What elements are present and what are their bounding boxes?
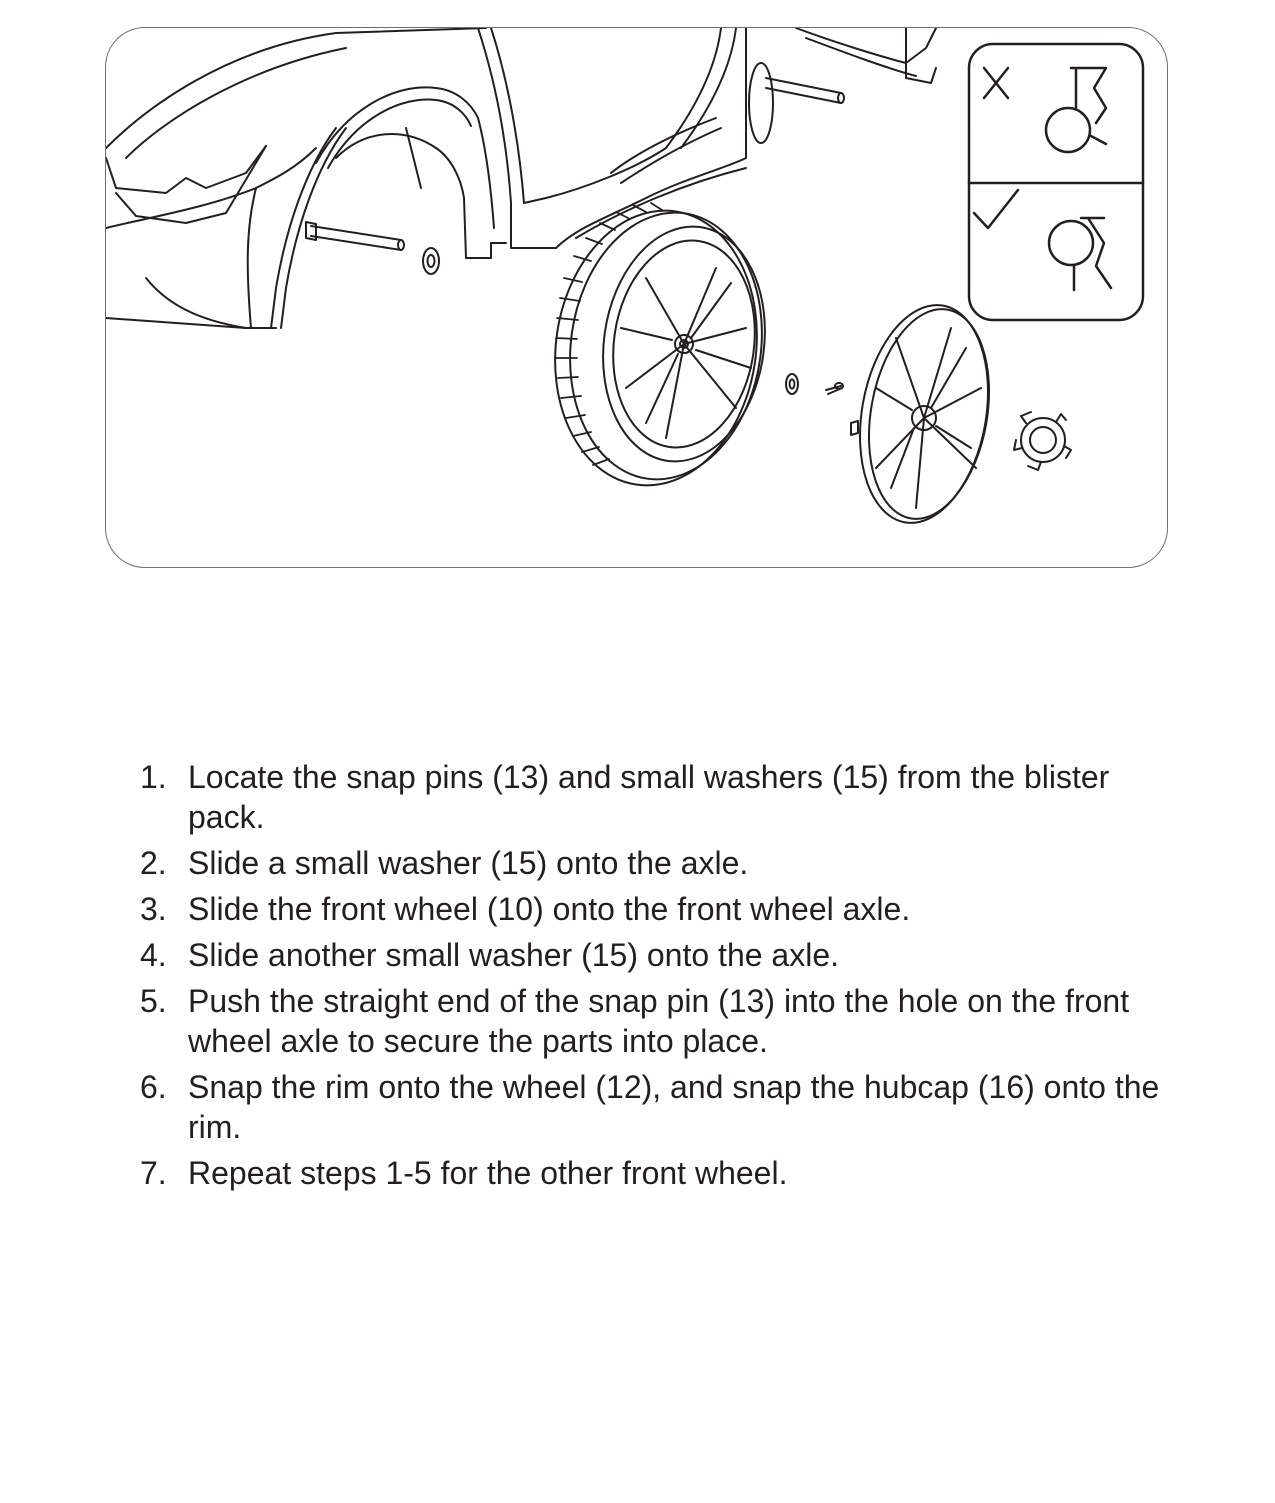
- car-body: [106, 28, 936, 328]
- instruction-step: [140, 843, 1170, 883]
- instruction-step: [140, 757, 1170, 837]
- small-washer-left: [423, 248, 439, 274]
- step-number: 5.: [140, 983, 167, 1019]
- step-text: Slide a small washer (15) onto the axle.: [188, 845, 749, 881]
- step-text: Slide another small washer (15) onto the axle.: [188, 937, 840, 973]
- correct-check-icon: [974, 190, 1018, 228]
- hubcap: [1014, 412, 1071, 470]
- incorrect-x-icon: [984, 68, 1008, 98]
- instruction-step: [140, 981, 1170, 1061]
- step-number: 3.: [140, 891, 167, 927]
- small-washer-right: [786, 374, 798, 394]
- step-text: Slide the front wheel (10) onto the front wheel axle.: [188, 891, 911, 927]
- assembly-illustration: [105, 27, 1168, 568]
- step-text: Locate the snap pins (13) and small washers (15) from the blister pack.: [188, 759, 1110, 835]
- instruction-step: [140, 889, 1170, 929]
- pin-orientation-inset: [969, 44, 1143, 320]
- rear-axle: [749, 63, 844, 143]
- instruction-step: [140, 1067, 1170, 1147]
- assembly-drawing: [106, 28, 1168, 568]
- snap-pin: [826, 383, 843, 394]
- step-number: 6.: [140, 1069, 167, 1105]
- instruction-step: [140, 1153, 1170, 1193]
- wheel-rim: [844, 295, 1005, 533]
- instruction-step: [140, 935, 1170, 975]
- step-number: 7.: [140, 1155, 167, 1191]
- step-text: Snap the rim onto the wheel (12), and snap the hubcap (16) onto the rim.: [188, 1069, 1160, 1145]
- instruction-list: [140, 757, 1170, 1199]
- front-axle-left: [306, 222, 404, 250]
- front-wheel: [538, 197, 780, 498]
- step-number: 2.: [140, 845, 167, 881]
- step-text: Repeat steps 1-5 for the other front wheel.: [188, 1155, 788, 1191]
- step-number: 1.: [140, 759, 167, 795]
- step-text: Push the straight end of the snap pin (13) into the hole on the front wheel axle to secure the parts into place.: [188, 983, 1130, 1059]
- step-number: 4.: [140, 937, 167, 973]
